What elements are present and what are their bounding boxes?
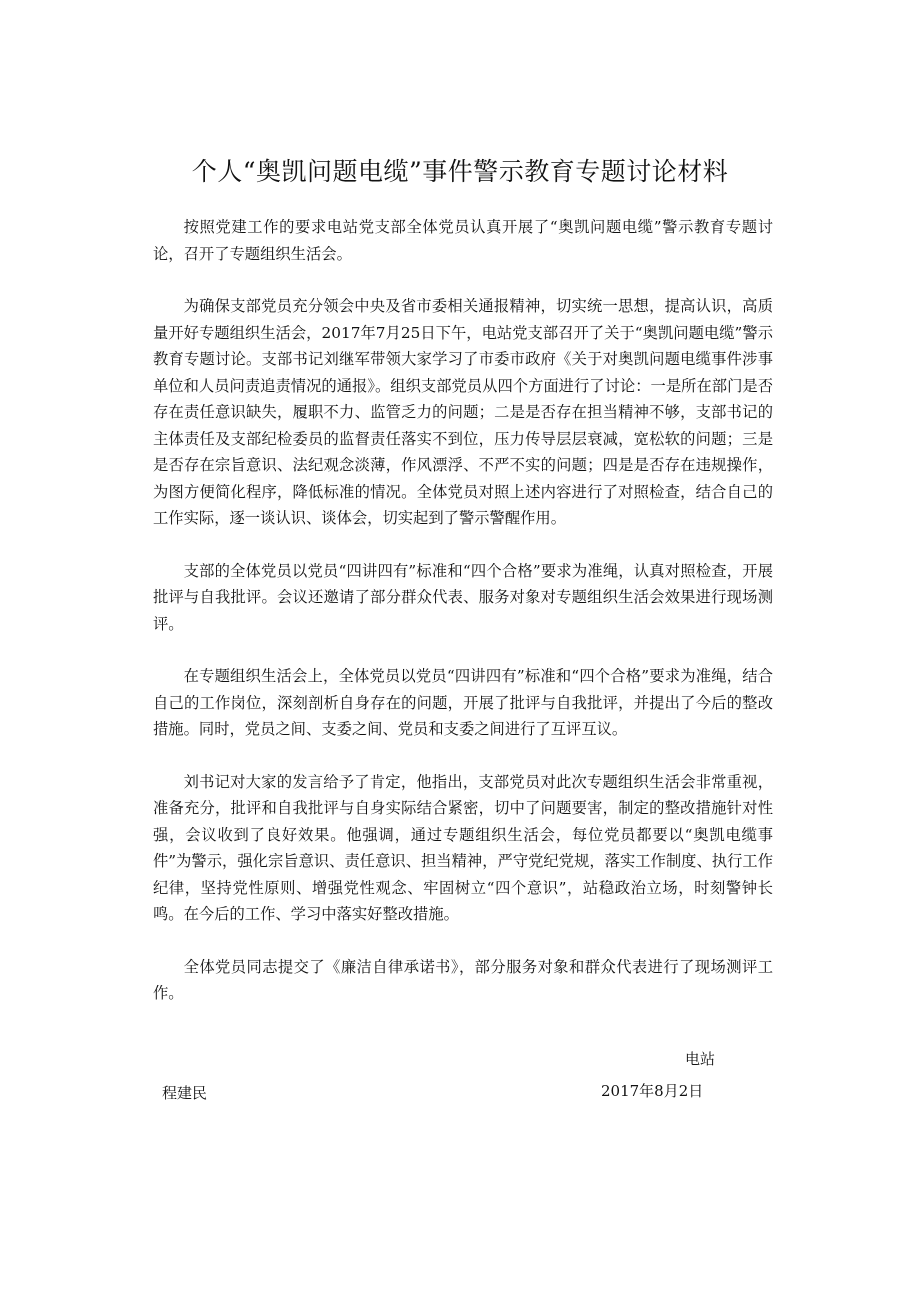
- signature-date: 2017年8月2日: [601, 1082, 704, 1100]
- document-title: 个人“奥凯问题电缆”事件警示教育专题讨论材料: [191, 157, 729, 186]
- paragraph-3: 支部的全体党员以党员“四讲四有”标准和“四个合格”要求为准绳，认真对照检查，开展批评与自我批评。会议还邀请了部分群众代表、服务对象对专题组织生活会效果进行现场测评。: [153, 561, 773, 633]
- signature-author: 程建民: [162, 1084, 208, 1102]
- paragraph-5: 刘书记对大家的发言给予了肯定，他指出，支部党员对此次专题组织生活会非常重视，准备充分，批评和自我批评与自身实际结合紧密，切中了问题要害，制定的整改措施针对性强，会议收到了良好效果。他强调，通过专题组织生活会，每位党员都要以“奥凯电缆事件”为警示，强化宗旨意识、责任意识、担当精神，严守党纪党规，落实工作制度、执行工作纪律，坚持党性原则、增强党性观念、牢固树立“四个意识”，站稳政治立场，时刻警钟长鸣。在今后的工作、学习中落实好整改措施。: [153, 772, 773, 923]
- signature-organization: 电站: [685, 1050, 716, 1068]
- paragraph-6: 全体党员同志提交了《廉洁自律承诺书》，部分服务对象和群众代表进行了现场测评工作。: [153, 957, 773, 1002]
- paragraph-2: 为确保支部党员充分领会中央及省市委相关通报精神，切实统一思想，提高认识，高质量开好专题组织生活会，2017年7月25日下午，电站党支部召开了关于“奥凯问题电缆”警示教育专题讨论。支部书记刘继军带领大家学习了市委市政府《关于对奥凯问题电缆事件涉事单位和人员问责追责情况的通报》。组织支部党员从四个方面进行了讨论：一是所在部门是否存在责任意识缺失，履职不力、监管乏力的问题；二是是否存在担当精神不够，支部书记的主体责任及支部纪检委员的监督责任落实不到位，压力传导层层衰减，宽松软的问题；三是是否存在宗旨意识、法纪观念淡薄，作风漂浮、不严不实的问题；四是是否存在违规操作，为图方便简化程序，降低标准的情况。全体党员对照上述内容进行了对照检查，结合自己的工作实际，逐一谈认识、谈体会，切实起到了警示警醒作用。: [153, 297, 773, 527]
- paragraph-4: 在专题组织生活会上，全体党员以党员“四讲四有”标准和“四个合格”要求为准绳，结合自己的工作岗位，深刻剖析自身存在的问题，开展了批评与自我批评，并提出了今后的整改措施。同时，党员之间、支委之间、党员和支委之间进行了互评互议。: [153, 667, 773, 738]
- document-body: [153, 214, 773, 1033]
- paragraph-1: 按照党建工作的要求电站党支部全体党员认真开展了“奥凯问题电缆”警示教育专题讨论，召开了专题组织生活会。: [153, 218, 773, 263]
